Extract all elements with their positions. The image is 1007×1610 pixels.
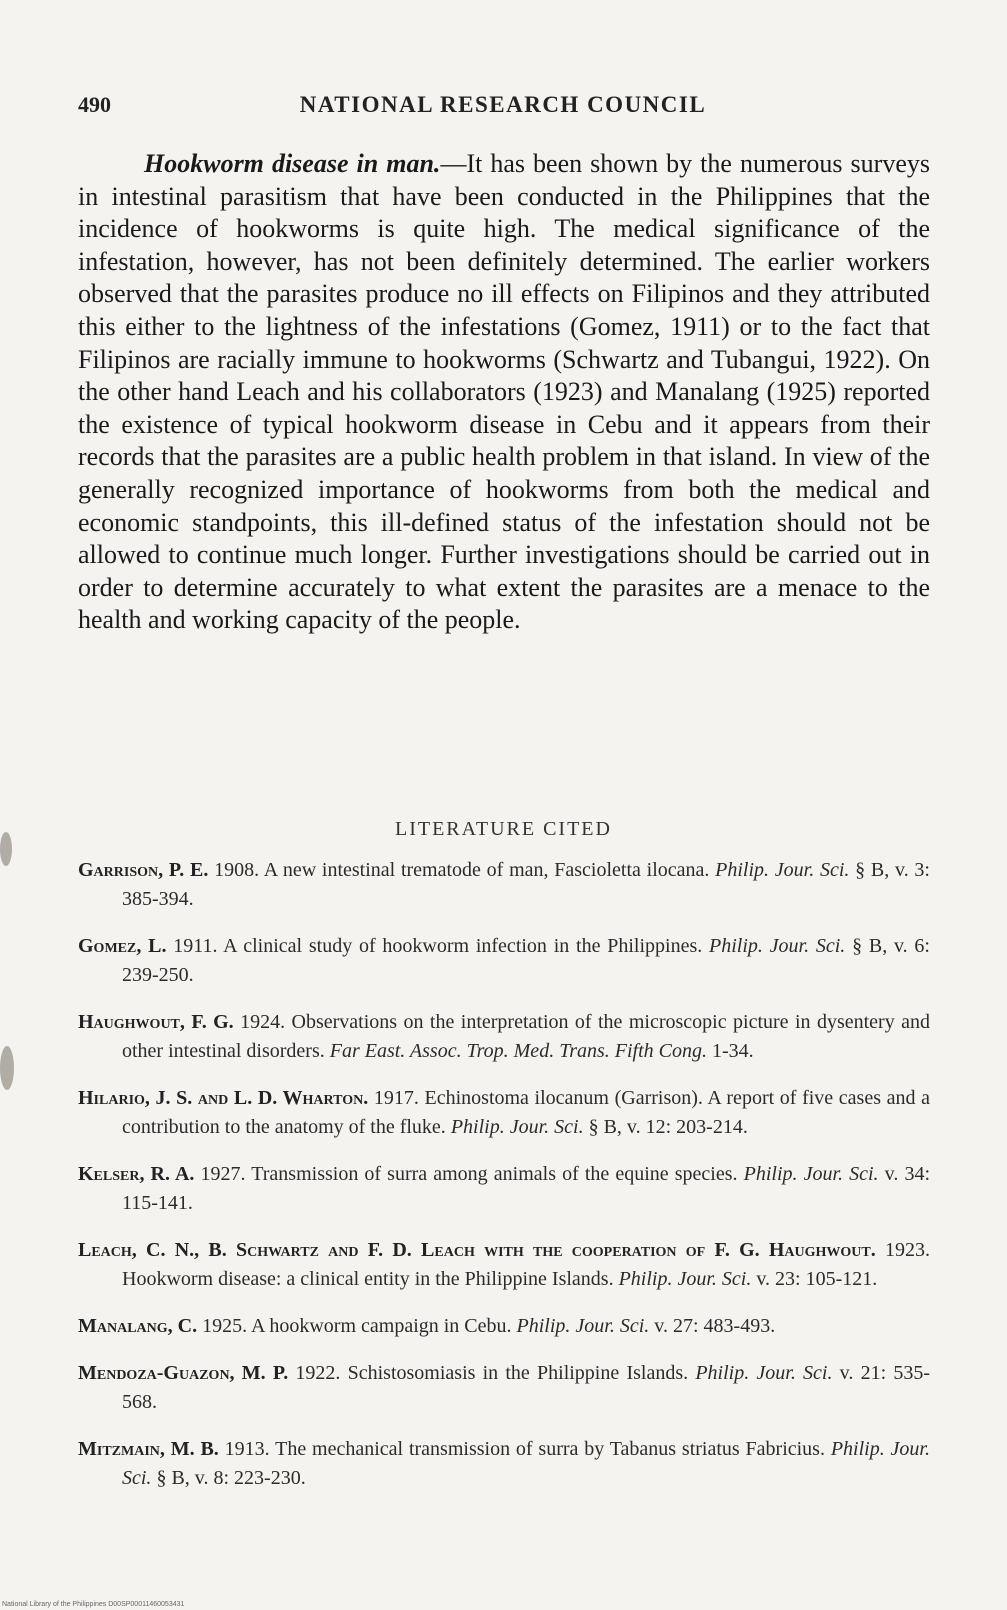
running-head: NATIONAL RESEARCH COUNCIL: [299, 92, 707, 117]
page-number: 490: [78, 92, 111, 117]
reference-text: 1924. Observations on the interpretation of the microscopic picture in dysentery and other intestinal disorders.: [122, 1011, 930, 1062]
reference-journal: Philip. Jour. Sci.: [618, 1268, 752, 1290]
reference-journal: Philip. Jour. Sci.: [709, 935, 846, 957]
reference-author: Haughwout, F. G.: [78, 1011, 234, 1033]
reference-list: [78, 856, 930, 1511]
reference-tail: v. 21: 535-568.: [122, 1362, 931, 1413]
reference-text: 1917. Echinostoma ilocanum (Garrison). A report of five cases and a contribution to the anatomy of the fluke.: [122, 1087, 930, 1138]
reference-journal: Philip. Jour. Sci.: [450, 1116, 584, 1138]
reference-item: [78, 1008, 930, 1066]
reference-author: Manalang, C.: [78, 1315, 198, 1337]
reference-journal: Far East. Assoc. Trop. Med. Trans. Fifth Cong.: [329, 1040, 707, 1062]
reference-author: Mitzmain, M. B.: [78, 1438, 219, 1460]
reference-text: 1911. A clinical study of hookworm infection in the Philippines.: [166, 935, 709, 957]
reference-item: [78, 1435, 930, 1493]
reference-item: [78, 1312, 930, 1341]
reference-tail: § B, v. 6: 239-250.: [122, 935, 930, 986]
reference-tail: § B, v. 12: 203-214.: [583, 1116, 748, 1138]
reference-text: 1927. Transmission of surra among animals of the equine species.: [194, 1163, 744, 1185]
margin-smudge: [0, 1046, 14, 1090]
scan-footer: National Library of the Philippines D00SP00011460053431: [2, 1601, 185, 1608]
reference-journal: Philip. Jour. Sci.: [516, 1315, 650, 1337]
reference-tail: v. 27: 483-493.: [649, 1315, 776, 1337]
reference-tail: 1-34.: [707, 1040, 754, 1062]
section-title: LITERATURE CITED: [395, 818, 612, 840]
reference-text: 1922. Schistosomiasis in the Philippine Islands.: [288, 1362, 696, 1384]
reference-item: [78, 1359, 930, 1417]
reference-author: Mendoza-Guazon, M. P.: [78, 1362, 289, 1384]
reference-tail: § B, v. 3: 385-394.: [122, 859, 930, 910]
reference-journal: Philip. Jour. Sci.: [715, 859, 850, 881]
reference-item: [78, 1236, 930, 1294]
reference-text: 1923. Hookworm disease: a clinical entity in the Philippine Islands.: [122, 1239, 931, 1290]
body-paragraph: [78, 148, 930, 637]
reference-journal: Philip. Jour. Sci.: [743, 1163, 879, 1185]
reference-journal: Philip. Jour. Sci.: [695, 1362, 833, 1384]
reference-author: Gomez, L.: [78, 935, 167, 957]
page-header: [78, 92, 928, 126]
paragraph-text: —It has been shown by the numerous surveys in intestinal parasitism that have been conducted in the Philippines that the incidence of hookworms is quite high. The medical significance of the infestation, however, has not been definitely determined. The earlier workers observed that the parasites produce no ill effects on Filipinos and they attributed this either to the lightness of the infestations (Gomez, 1911) or to the fact that Filipinos are racially immune to hookworms (Schwartz and Tubangui, 1922). On the other hand Leach and his collaborators (1923) and Manalang (1925) reported the existence of typical hookworm disease in Cebu and it appears from their records that the parasites are a public health problem in that island. In view of the generally recognized importance of hookworms from both the medical and economic standpoints, this ill-defined status of the infestation should not be allowed to continue much longer. Further investigations should be carried out in order to determine accurately to what extent the parasites are a menace to the health and working capacity of the people.: [78, 149, 930, 635]
reference-author: Leach, C. N., B. Schwartz and F. D. Leach with the cooperation of F. G. Haughwout.: [78, 1239, 876, 1261]
paragraph-lead: Hookworm disease in man.: [144, 149, 441, 178]
reference-item: [78, 1160, 930, 1218]
reference-author: Hilario, J. S. and L. D. Wharton.: [78, 1087, 369, 1109]
reference-item: [78, 1084, 930, 1142]
reference-text: 1925. A hookworm campaign in Cebu.: [197, 1315, 517, 1337]
reference-item: [78, 932, 930, 990]
reference-tail: v. 34: 115-141.: [122, 1163, 931, 1214]
reference-text: 1908. A new intestinal trematode of man, Fascioletta ilocana.: [208, 859, 716, 881]
reference-journal: Philip. Jour. Sci.: [122, 1438, 930, 1489]
reference-text: 1913. The mechanical transmission of surra by Tabanus striatus Fabricius.: [218, 1438, 831, 1460]
reference-item: [78, 856, 930, 914]
reference-author: Kelser, R. A.: [78, 1163, 195, 1185]
reference-author: Garrison, P. E.: [78, 859, 209, 881]
reference-tail: § B, v. 8: 223-230.: [151, 1467, 306, 1489]
reference-tail: v. 23: 105-121.: [751, 1268, 878, 1290]
